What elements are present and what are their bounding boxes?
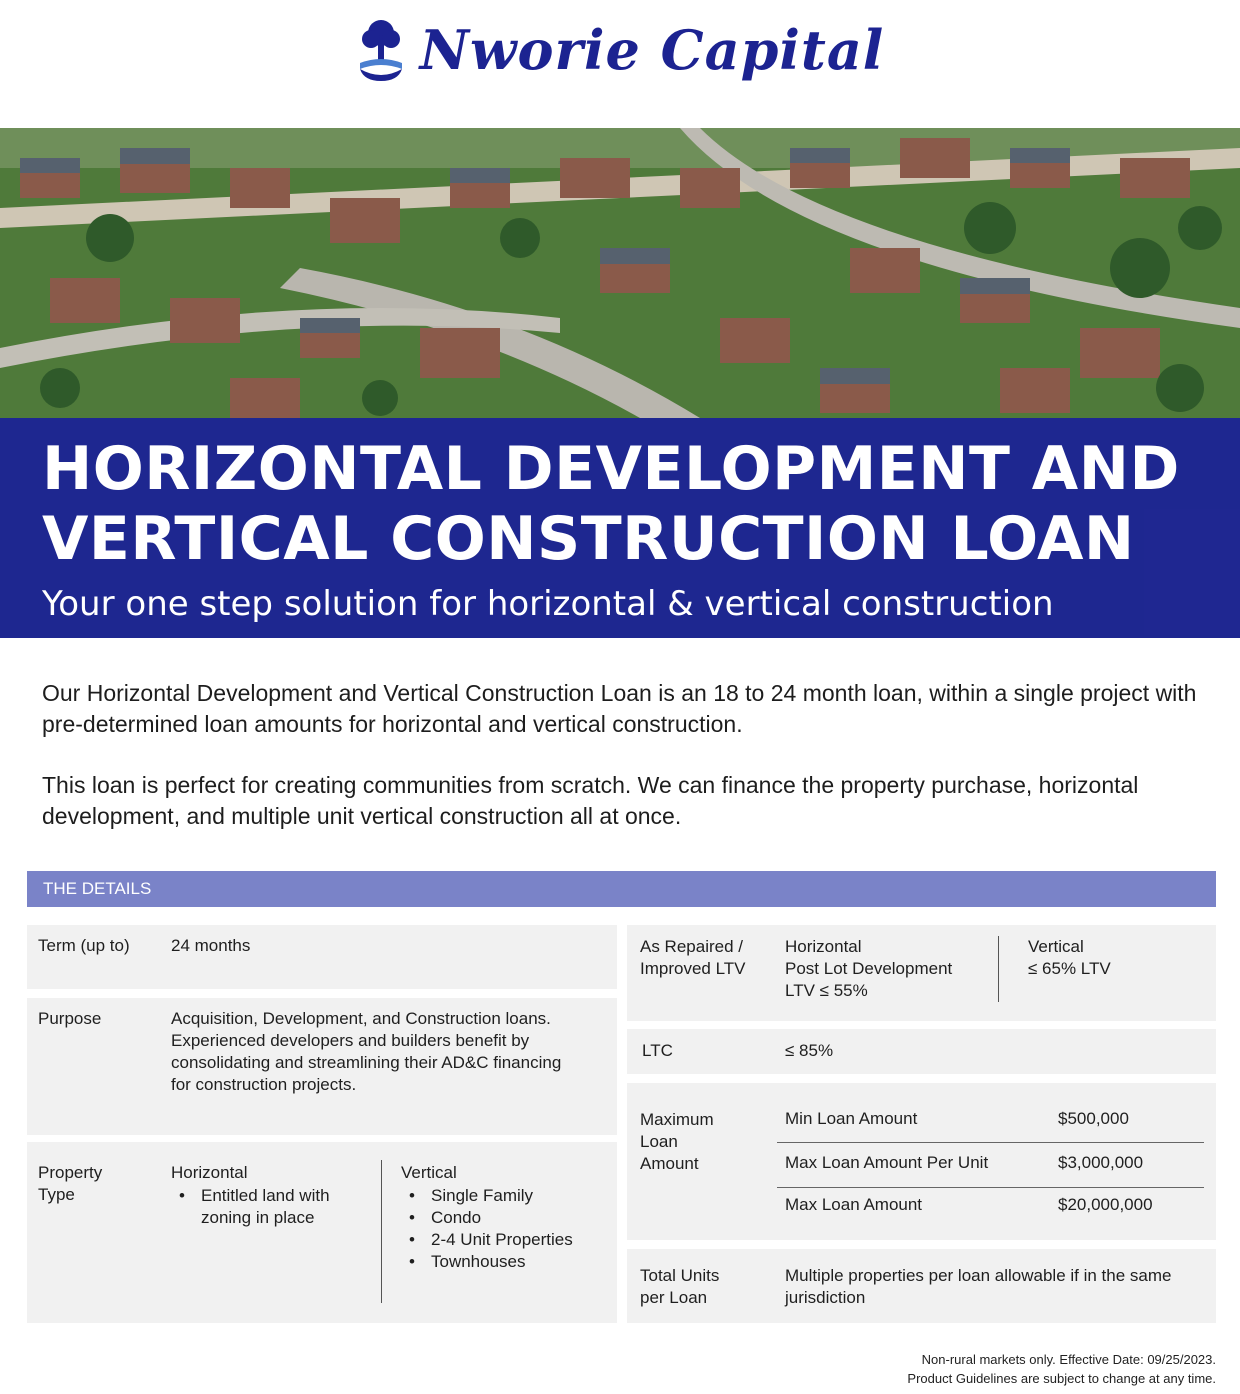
intro-paragraph-2: This loan is perfect for creating communities from scratch. We can finance the property purchase, horizontal development, and multiple unit vertical construction all at once.: [42, 772, 1139, 829]
list-item: • Condo: [401, 1207, 611, 1229]
column-divider: [998, 936, 999, 1002]
purpose-value: Acquisition, Development, and Construction loans. Experienced developers and builders benefit by consolidating and streamlining their AD&C financing for construction projects.: [171, 1009, 562, 1094]
ltv-panel: [627, 925, 1216, 1021]
hero-title-line-2: VERTICAL CONSTRUCTION LOAN: [42, 504, 1135, 574]
hero-subtitle: Your one step solution for horizontal & vertical construction: [42, 584, 1054, 624]
ltv-horizontal: [785, 936, 985, 1002]
property-type-label: Property Type: [38, 1163, 103, 1204]
footnote: [907, 1350, 1216, 1388]
ltv-vertical-heading: Vertical: [1028, 937, 1084, 956]
list-item: • Entitled land with zoning in place: [171, 1185, 371, 1229]
property-type-horizontal: [171, 1162, 371, 1229]
ltc-value: ≤ 85%: [785, 1041, 834, 1060]
ltv-horizontal-heading: Horizontal: [785, 937, 862, 956]
max-loan-panel: [627, 1083, 1216, 1240]
column-divider: [381, 1160, 382, 1303]
property-type-horizontal-heading: Horizontal: [171, 1163, 248, 1182]
hero-banner: [0, 128, 1240, 638]
total-units-label: Total Units per Loan: [640, 1266, 720, 1307]
list-item: • Single Family: [401, 1185, 611, 1207]
ltc-panel: [627, 1029, 1216, 1074]
ltv-vertical-value: ≤ 65% LTV: [1028, 959, 1111, 978]
list-item: • Townhouses: [401, 1251, 611, 1273]
hero-title: [42, 434, 1222, 574]
loan-row-amount: $500,000: [1058, 1109, 1129, 1128]
loan-row-name: Min Loan Amount: [785, 1109, 918, 1128]
term-value: 24 months: [171, 936, 251, 955]
property-type-vertical-heading: Vertical: [401, 1163, 457, 1182]
intro-paragraph-1: Our Horizontal Development and Vertical Construction Loan is an 18 to 24 month loan, within a single project with pre-determined loan amounts for horizontal and vertical construction.: [42, 680, 1197, 737]
total-units-panel: [627, 1249, 1216, 1323]
brand-name: Nworie Capital: [419, 18, 885, 82]
term-panel: [27, 925, 617, 989]
row-divider: [777, 1187, 1204, 1188]
intro-section: [42, 678, 1202, 832]
ltv-horizontal-value: LTV ≤ 55%: [785, 981, 868, 1000]
ltv-label: As Repaired / Improved LTV: [640, 937, 746, 978]
ltv-vertical: [1028, 936, 1198, 980]
loan-row-name: Max Loan Amount Per Unit: [785, 1153, 989, 1172]
total-units-value: Multiple properties per loan allowable if in the same jurisdiction: [785, 1266, 1172, 1307]
footnote-line-1: Non-rural markets only. Effective Date: 09/25/2023.: [921, 1352, 1216, 1367]
loan-row-amount: $20,000,000: [1058, 1195, 1153, 1214]
loan-row-amount: $3,000,000: [1058, 1153, 1144, 1172]
details-header: THE DETAILS: [27, 871, 1216, 907]
ltv-horizontal-detail: Post Lot Development: [785, 959, 953, 978]
purpose-panel: [27, 998, 617, 1135]
ltc-label: LTC: [642, 1041, 673, 1060]
footnote-line-2: Product Guidelines are subject to change at any time.: [907, 1371, 1216, 1386]
term-label: Term (up to): [38, 936, 130, 955]
property-type-vertical: [401, 1162, 611, 1273]
property-type-panel: [27, 1142, 617, 1323]
list-item: • 2-4 Unit Properties: [401, 1229, 611, 1251]
hero-title-line-1: HORIZONTAL DEVELOPMENT AND: [42, 434, 1180, 504]
brand-logo: [0, 10, 1240, 90]
row-divider: [777, 1142, 1204, 1143]
purpose-label: Purpose: [38, 1009, 102, 1028]
loan-row-name: Max Loan Amount: [785, 1195, 923, 1214]
max-loan-label: Maximum Loan Amount: [640, 1110, 714, 1173]
tree-logo-icon: [356, 17, 406, 83]
